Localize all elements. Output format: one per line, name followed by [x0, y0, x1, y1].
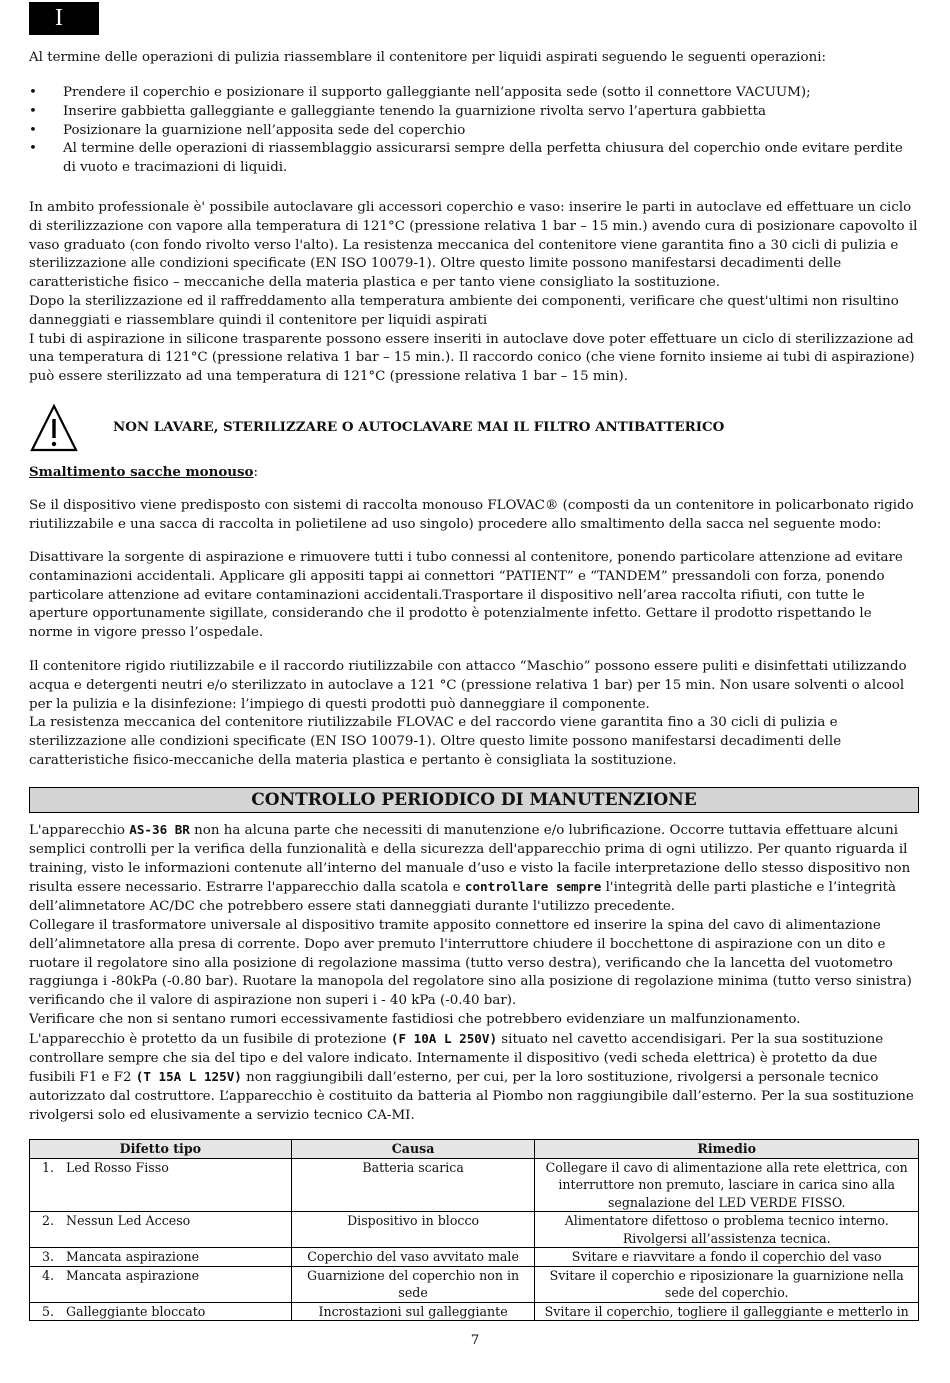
cause-cell: Guarnizione del coperchio non in sede [291, 1266, 535, 1302]
heading-suffix: : [253, 465, 259, 480]
cause-cell: Incrostazioni sul galleggiante [291, 1302, 535, 1321]
defect-text: Nessun Led Acceso [66, 1213, 191, 1228]
cause-cell: Batteria scarica [291, 1158, 535, 1212]
table-row [30, 1212, 919, 1248]
row-number: 1. [42, 1159, 55, 1175]
cause-cell: Coperchio del vaso avvitato male [291, 1248, 535, 1267]
table-row [30, 1302, 919, 1321]
table-row [30, 1266, 919, 1302]
defect-cell [30, 1302, 292, 1321]
paragraph: Disattivare la sorgente di aspirazione e rimuovere tutti i tubo connessi al contenitore, ponendo particolare attenzione ad evitare contaminazioni accidentali. Applicare gli appositi tappi ai connettori “PATIENT” e “TANDEM” pressandoli con forza, ponendo particolare attenzione ad evitare contaminazioni accidentali.Trasportare il dispositivo nell’area raccolta rifiuti, con tutte le aperture opportunamente sigillate, considerando che il prodotto è potenzialmente infetto. Gettare il prodotto rispettando le norme in vigore presso l’ospedale. [29, 550, 903, 641]
paragraph: La resistenza meccanica del contenitore riutilizzabile FLOVAC e del raccordo viene garantita fino a 30 cicli di pulizia e sterilizzazione alle condizioni specificate (EN ISO 10079-1). Oltre questo limite possono manifestarsi decadimenti delle caratteristiche fisico-meccaniche della materia plastica e pertanto è consigliata la sostituzione. [29, 715, 842, 768]
list-item: • Posizionare la guarnizione nell’apposita sede del coperchio [29, 122, 919, 141]
model-name: AS-36 BR [129, 822, 190, 837]
warning-box [29, 403, 919, 453]
defect-text: Led Rosso Fisso [66, 1159, 169, 1175]
column-header: Difetto tipo [30, 1140, 292, 1159]
text-run: non raggiungibili dall’esterno, per cui, per la loro sostituzione, rivolgersi a personale tecnico autorizzato dal costruttore. L’apparecchio è costituito da batteria al Piombo non raggiungibile dall’esterno. Per la sua sostituzione rivolgersi solo ed elusivamente a servizio tecnico CA-MI. [29, 1070, 914, 1123]
text-run: L'apparecchio è protetto da un fusibile di protezione [29, 1031, 391, 1047]
paragraph: Collegare il trasformatore universale al dispositivo tramite apposito connettore ed inserire la spina del cavo di alimentazione dell’alimnetatore alla presa di corrente. Dopo aver premuto l'interruttore chiudere il bocchettone di aspirazione con un dito e ruotare il regolatore sino alla posizione di regolazione massima (tutto verso destra), verificando che la lancetta del vuotometro raggiunga i -80kPa (-0.80 bar). Ruotare la manopola del regolatore sino alla posizione di regolazione minima (tutto verso sinistra) verificando che il valore di aspirazione non superi i - 40 kPa (-0.40 bar). [29, 917, 912, 1009]
emphasis-text: controllare sempre [464, 879, 602, 895]
disposal-heading [29, 463, 258, 483]
row-number: 4. [42, 1267, 55, 1283]
maintenance-text [29, 821, 919, 1126]
remedy-cell: Svitare il coperchio e riposizionare la guarnizione nella sede del coperchio. [535, 1266, 919, 1302]
warning-triangle-icon [29, 403, 79, 453]
row-number: 5. [42, 1303, 55, 1319]
row-number: 2. [42, 1213, 55, 1228]
remedy-cell: Collegare il cavo di alimentazione alla rete elettrica, con interruttore non premuto, lasciare in carica sino alla segnalazione del LED VERDE FISSO. [535, 1158, 919, 1212]
fuse-spec: (T 15A L 125V) [135, 1069, 242, 1085]
defect-cell [30, 1266, 292, 1302]
paragraph: I tubi di aspirazione in silicone trasparente possono essere inseriti in autoclave dove poter effettuare un ciclo di sterilizzazione ad una temperatura di 121°C (pressione relativa 1 bar – 15 min.). Il raccordo conico (che viene fornito insieme ai tubi di aspirazione) può essere sterilizzato ad una temperatura di 121°C (pressione relativa 1 bar – 15 min). [29, 331, 915, 385]
table-row [30, 1158, 919, 1212]
defect-cell [30, 1158, 292, 1212]
cause-cell: Dispositivo in blocco [291, 1212, 535, 1248]
paragraph: Verificare che non si sentano rumori eccessivamente fastidiosi che potrebbero evidenziare un malfunzionamento. [29, 1011, 801, 1027]
defect-cell [30, 1212, 292, 1248]
column-header: Causa [291, 1140, 535, 1159]
remedy-cell: Svitare il coperchio, togliere il galleggiante e metterlo in [535, 1302, 919, 1321]
remedy-cell: Alimentatore difettoso o problema tecnico interno. Rivolgersi all’assistenza tecnica. [535, 1212, 919, 1248]
paragraph: Se il dispositivo viene predisposto con sistemi di raccolta monouso FLOVAC® (composti da un contenitore in policarbonato rigido riutilizzabile e una sacca di raccolta in polietilene ad uso singolo) procedere allo smaltimento della sacca nel seguente modo: [29, 498, 914, 532]
list-item: • Al termine delle operazioni di riassemblaggio assicurarsi sempre della perfetta chiusura del coperchio onde evitare perdite di vuoto e tracimazioni di liquidi. [29, 140, 919, 178]
paragraph: In ambito professionale è' possibile autoclavare gli accessori coperchio e vaso: inserire le parti in autoclave ed effettuare un ciclo di sterilizzazione con vapore alla temperatura di 121°C (pressione relativa 1 bar – 15 min.) avendo cura di posizionare capovolto il vaso graduato (con fondo rivolto verso l'alto). La resistenza meccanica del contenitore viene garantita fino a 30 cicli di pulizia e sterilizzazione alle condizioni specificate (EN ISO 10079-1). Oltre questo limite possono manifestarsi decadimenti delle caratteristiche fisico – meccaniche della materia plastica e per tanto viene consigliato la sostituzione. [29, 200, 918, 291]
reusable-container-text [29, 658, 919, 771]
defect-text: Mancata aspirazione [66, 1267, 200, 1283]
text-run: situato nel cavetto accendisigari. Per la sua sostituzione controllare sempre che sia del tipo e del valore indicato. Internamente il dispositivo (vedi scheda elettrica) è protetto da due fusibili F1 e F2 [29, 1031, 884, 1086]
sterilization-section [29, 199, 919, 387]
language-tab: I [29, 2, 99, 35]
intro-text: Al termine delle operazioni di pulizia riassemblare il contenitore per liquidi aspirati seguendo le seguenti operazioni: [29, 50, 827, 65]
column-header: Rimedio [535, 1140, 919, 1159]
row-number: 3. [42, 1249, 55, 1264]
table-row [30, 1248, 919, 1267]
section-title: CONTROLLO PERIODICO DI MANUTENZIONE [29, 787, 919, 813]
page-number: 7 [470, 1333, 480, 1348]
text-run: non ha alcuna parte che necessiti di manutenzione e/o lubrificazione. Occorre tuttavia effettuare alcuni semplici controlli per la verifica della funzionalità e della sicurezza dell'apparecchio prima di ogni utilizzo. Per quanto riguarda il training, visto le informazioni contenute all’interno del manuale d’uso e visto la facile interpretazione dello stesso dispositivo non risulta essere necessario. Estrarre l'apparecchio dalla scatola e [29, 823, 911, 896]
paragraph: Il contenitore rigido riutilizzabile e il raccordo riutilizzabile con attacco “Maschio” possono essere puliti e disinfettati utilizzando acqua e detergenti neutri e/o sterilizzato in autoclave a 121 °C (pressione relativa 1 bar) per 15 min. Non usare solventi o alcool per la pulizia e la disinfezione: l’impiego di questi prodotti può danneggiare il componente. [29, 659, 907, 712]
list-item: • Inserire gabbietta galleggiante e galleggiante tenendo la guarnizione rivolta servo l’apertura gabbietta [29, 103, 919, 122]
warning-text: NON LAVARE, STERILIZZARE O AUTOCLAVARE MAI IL FILTRO ANTIBATTERICO [113, 419, 725, 435]
paragraph [29, 821, 919, 917]
text-run: L'apparecchio [29, 823, 130, 838]
reassembly-steps [29, 84, 919, 178]
table-header-row [30, 1140, 919, 1159]
remedy-cell: Svitare e riavvitare a fondo il coperchio del vaso [535, 1248, 919, 1267]
fuse-spec: (F 10A L 250V) [390, 1030, 498, 1046]
paragraph [29, 1030, 919, 1126]
disposal-heading-text: Smaltimento sacche monouso [29, 464, 254, 480]
defect-cell [30, 1248, 292, 1267]
text-run: l'integrità delle parti plastiche e l’integrità dell’alimnetatore AC/DC che potrebbero essere stati danneggiati durante l'utilizzo precedente. [29, 880, 897, 915]
defect-text: Galleggiante bloccato [66, 1303, 206, 1319]
paragraph: Dopo la sterilizzazione ed il raffreddamento alla temperatura ambiente dei componenti, verificare che quest'ultimi non risultino danneggiati e riassemblare quindi il contenitore per liquidi aspirati [29, 293, 899, 328]
defect-text: Mancata aspirazione [66, 1249, 200, 1264]
troubleshooting-table [29, 1139, 919, 1321]
list-item: • Prendere il coperchio e posizionare il supporto galleggiante nell’apposita sede (sotto il connettore VACUUM); [29, 84, 919, 103]
